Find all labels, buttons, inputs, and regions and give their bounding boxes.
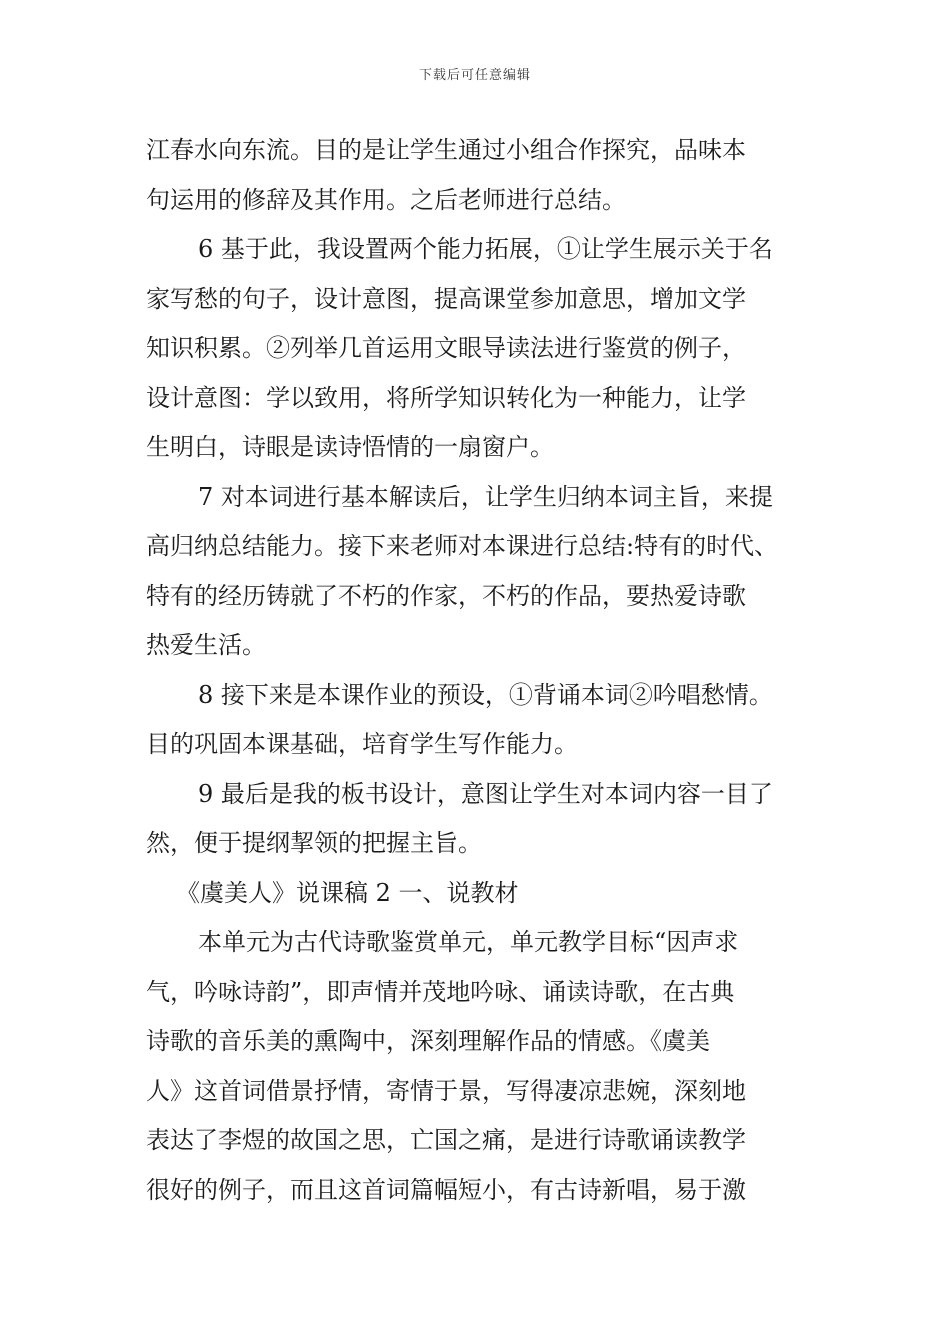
text-line: 生明白，诗眼是读诗悟情的一扇窗户。 — [146, 433, 554, 461]
text-line: 江春水向东流。目的是让学生通过小组合作探究，品味本 — [146, 136, 746, 164]
text-line: 特有的经历铸就了不朽的作家，不朽的作品，要热爱诗歌 — [146, 581, 746, 610]
document-body — [146, 126, 816, 1215]
text-line: 句运用的修辞及其作用。之后老师进行总结。 — [146, 185, 626, 214]
page-header: 下载后可任意编辑 — [418, 68, 531, 83]
text-line: 9 最后是我的板书设计，意图让学生对本词内容一目了 — [198, 779, 773, 808]
text-line: 表达了李煜的故国之思，亡国之痛，是进行诗歌诵读教学 — [146, 1126, 746, 1154]
text-line: 人》这首词借景抒情，寄情于景，写得凄凉悲婉，深刻地 — [146, 1076, 746, 1105]
text-line: 高归纳总结能力。接下来老师对本课进行总结:特有的时代、 — [146, 532, 779, 560]
text-line: 7 对本词进行基本解读后，让学生归纳本词主旨，来提 — [198, 482, 773, 511]
text-line: 然，便于提纲挈领的把握主旨。 — [146, 829, 482, 857]
text-line: 《虞美人》说课稿 2 一、说教材 — [176, 878, 519, 907]
text-line: 诗歌的音乐美的熏陶中，深刻理解作品的情感。《虞美 — [146, 1027, 710, 1055]
text-line: 热爱生活。 — [146, 631, 266, 659]
text-line: 气，吟咏诗韵”，即声情并茂地吟咏、诵读诗歌，在古典 — [146, 977, 735, 1006]
text-line: 家写愁的句子，设计意图，提高课堂参加意思，增加文学 — [146, 284, 746, 313]
text-line: 6 基于此，我设置两个能力拓展，①让学生展示关于名 — [198, 235, 773, 263]
text-line: 设计意图：学以致用，将所学知识转化为一种能力，让学 — [146, 383, 746, 412]
text-line: 很好的例子，而且这首词篇幅短小，有古诗新唱，易于激 — [146, 1175, 746, 1204]
text-line: 8 接下来是本课作业的预设，①背诵本词②吟唱愁情。 — [198, 680, 773, 709]
text-line: 知识积累。②列举几首运用文眼导读法进行鉴赏的例子， — [146, 334, 746, 362]
text-line: 本单元为古代诗歌鉴赏单元，单元教学目标“因声求 — [198, 928, 739, 956]
text-line: 目的巩固本课基础，培育学生写作能力。 — [146, 730, 578, 758]
